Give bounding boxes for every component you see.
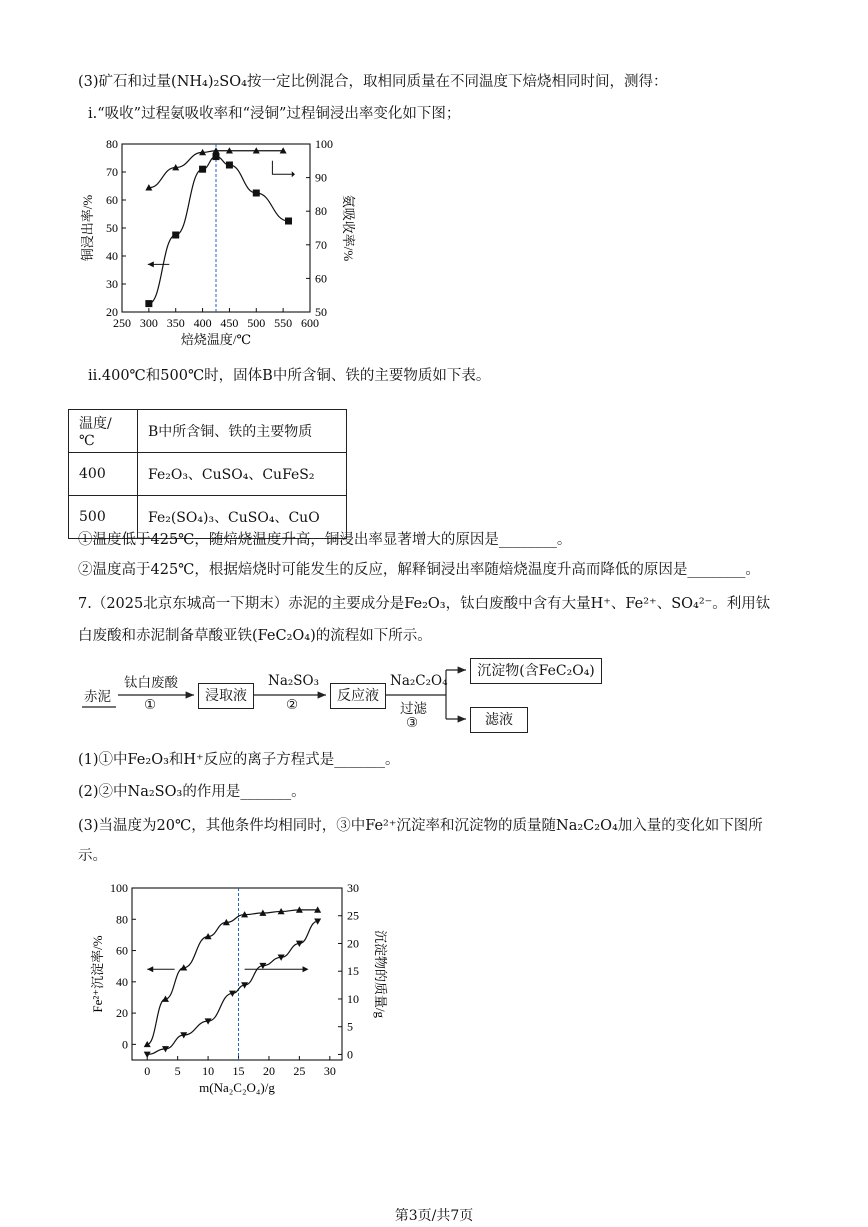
question-2: ②温度高于425℃，根据焙烧时可能发生的反应，解释铜浸出率随焙烧温度升高而降低的原因是________。: [78, 562, 760, 578]
table-cell: 400: [69, 453, 138, 496]
x-tick-label: 400: [193, 316, 212, 330]
x-axis-label: m(Na₂C₂O₄)/g: [199, 1080, 275, 1095]
table-cell: Fe₂O₃、CuSO₄、CuFeS₂: [138, 453, 347, 496]
data-point: [172, 232, 179, 239]
data-point: [253, 190, 260, 197]
y-right-tick-label: 25: [347, 908, 359, 923]
p7-question-3-line2: 示。: [78, 848, 107, 864]
y-left-tick-label: 70: [106, 165, 118, 179]
chart-copper-ammonia: [78, 132, 368, 354]
y-left-tick-label: 0: [122, 1037, 128, 1052]
data-point: [145, 300, 152, 307]
y-left-tick-label: 80: [116, 912, 128, 927]
x-tick-label: 30: [323, 1064, 336, 1078]
p7-question-2: (2)②中Na₂SO₃的作用是_______。: [78, 784, 306, 800]
x-tick-label: 10: [202, 1064, 215, 1078]
data-point: [226, 162, 233, 169]
p7-question-1: (1)①中Fe₂O₃和H⁺反应的离子方程式是_______。: [78, 752, 400, 768]
x-axis-label: 焙烧温度/℃: [180, 332, 252, 347]
x-tick-label: 600: [301, 316, 319, 330]
flow-step3-operation: 过滤: [400, 701, 427, 717]
y-left-tick-label: 60: [106, 193, 118, 207]
y-right-tick-label: 15: [347, 964, 359, 979]
flow-step3-reagent: Na₂C₂O₄: [390, 673, 448, 689]
flow-box-precipitate: 沉淀物(含FeC₂O₄): [470, 658, 602, 684]
flow-step2-reagent: Na₂SO₃: [268, 673, 320, 689]
y-left-tick-label: 20: [106, 305, 118, 319]
y-right-axis-label: 氨吸收率/%: [341, 194, 356, 262]
section3-intro: (3)矿石和过量(NH₄)₂SO₄按一定比例混合，取相同质量在不同温度下焙烧相同时间，测得：: [78, 74, 668, 90]
y-left-tick-label: 40: [106, 249, 118, 263]
series-line-0: [149, 157, 289, 304]
x-tick-label: 0: [144, 1064, 151, 1078]
problem7-line1: 7.（2025北京东城高一下期末）赤泥的主要成分是Fe₂O₃，钛白废酸中含有大量H⁺、Fe²⁺、SO₄²⁻。利用钛: [78, 596, 771, 612]
y-right-tick-label: 50: [315, 305, 327, 319]
x-tick-label: 25: [293, 1064, 306, 1078]
flow-step3-number: ③: [406, 715, 419, 731]
flow-box-leachate: 浸取液: [198, 683, 254, 709]
x-tick-label: 300: [139, 316, 158, 330]
flow-box-reaction: 反应液: [330, 683, 386, 709]
data-point: [213, 153, 220, 160]
y-right-tick-label: 0: [347, 1047, 353, 1062]
part-i-text: ⅰ.“吸收”过程氨吸收率和“浸铜”过程铜浸出率变化如下图；: [88, 106, 461, 122]
x-tick-label: 15: [232, 1064, 245, 1078]
series-line-0: [147, 910, 317, 1044]
problem7-line2: 白废酸和赤泥制备草酸亚铁(FeC₂O₄)的流程如下所示。: [78, 628, 432, 644]
table-cell: 500: [69, 496, 138, 539]
left-axis-arrowhead: [147, 966, 153, 972]
flow-start-label: 赤泥: [84, 689, 111, 705]
x-tick-label: 20: [262, 1064, 275, 1078]
y-right-tick-label: 30: [347, 881, 359, 895]
y-left-axis-label: 铜浸出率/%: [80, 194, 95, 262]
y-right-tick-label: 80: [315, 204, 327, 219]
p7-question-3-line1: (3)当温度为20℃，其他条件均相同时，③中Fe²⁺沉淀率和沉淀物的质量随Na₂C₂O₄加入量的变化如下图所: [78, 818, 763, 834]
y-right-tick-label: 20: [347, 936, 359, 951]
question-1: ①温度低于425℃，随焙烧温度升高，铜浸出率显著增大的原因是________。: [78, 532, 572, 548]
page-footer: 第3页/共7页: [394, 1208, 474, 1224]
y-left-tick-label: 60: [116, 943, 128, 958]
data-point: [285, 218, 292, 225]
right-axis-arrowhead: [292, 171, 295, 177]
right-axis-arrowhead: [303, 966, 309, 972]
y-right-tick-label: 100: [315, 137, 333, 151]
plot-frame: [132, 888, 342, 1060]
process-flow-diagram: [78, 655, 638, 745]
flow-step2-number: ②: [286, 697, 299, 713]
x-tick-label: 550: [274, 316, 293, 330]
x-tick-label: 450: [220, 316, 239, 330]
table-header-substance: B中所含铜、铁的主要物质: [138, 410, 347, 453]
substance-table: [68, 409, 347, 539]
y-left-tick-label: 30: [106, 277, 118, 291]
flow-step1-number: ①: [144, 697, 157, 713]
right-axis-arrow: [272, 161, 291, 174]
y-right-tick-label: 10: [347, 991, 359, 1006]
table-row: [69, 453, 347, 496]
y-right-tick-label: 5: [347, 1019, 353, 1034]
x-tick-label: 500: [247, 316, 266, 330]
table-header-temp: 温度/℃: [69, 410, 138, 453]
flow-box-filtrate: 滤液: [470, 707, 528, 733]
flow-step1-reagent: 钛白废酸: [124, 675, 178, 691]
table-header-row: [69, 410, 347, 453]
y-right-axis-label: 沉淀物的质量/g: [373, 929, 388, 1019]
y-left-tick-label: 100: [110, 881, 128, 895]
x-tick-label: 350: [166, 316, 185, 330]
part-ii-text: ⅱ.400℃和500℃时，固体B中所含铜、铁的主要物质如下表。: [88, 368, 491, 384]
y-left-tick-label: 40: [116, 974, 128, 989]
data-point: [144, 1041, 151, 1047]
y-left-axis-label: Fe²⁺沉淀率/%: [90, 935, 105, 1013]
chart-precipitation: [80, 876, 400, 1098]
y-right-tick-label: 60: [315, 271, 327, 286]
y-left-tick-label: 50: [106, 221, 118, 235]
y-right-tick-label: 90: [315, 170, 327, 185]
x-tick-label: 250: [113, 316, 131, 330]
x-tick-label: 5: [174, 1064, 181, 1078]
y-right-tick-label: 70: [315, 237, 327, 252]
left-axis-arrowhead: [148, 261, 154, 267]
y-left-tick-label: 20: [116, 1006, 128, 1021]
table-cell: Fe₂(SO₄)₃、CuSO₄、CuO: [138, 496, 347, 539]
data-point: [199, 166, 206, 173]
y-left-tick-label: 80: [106, 137, 118, 151]
